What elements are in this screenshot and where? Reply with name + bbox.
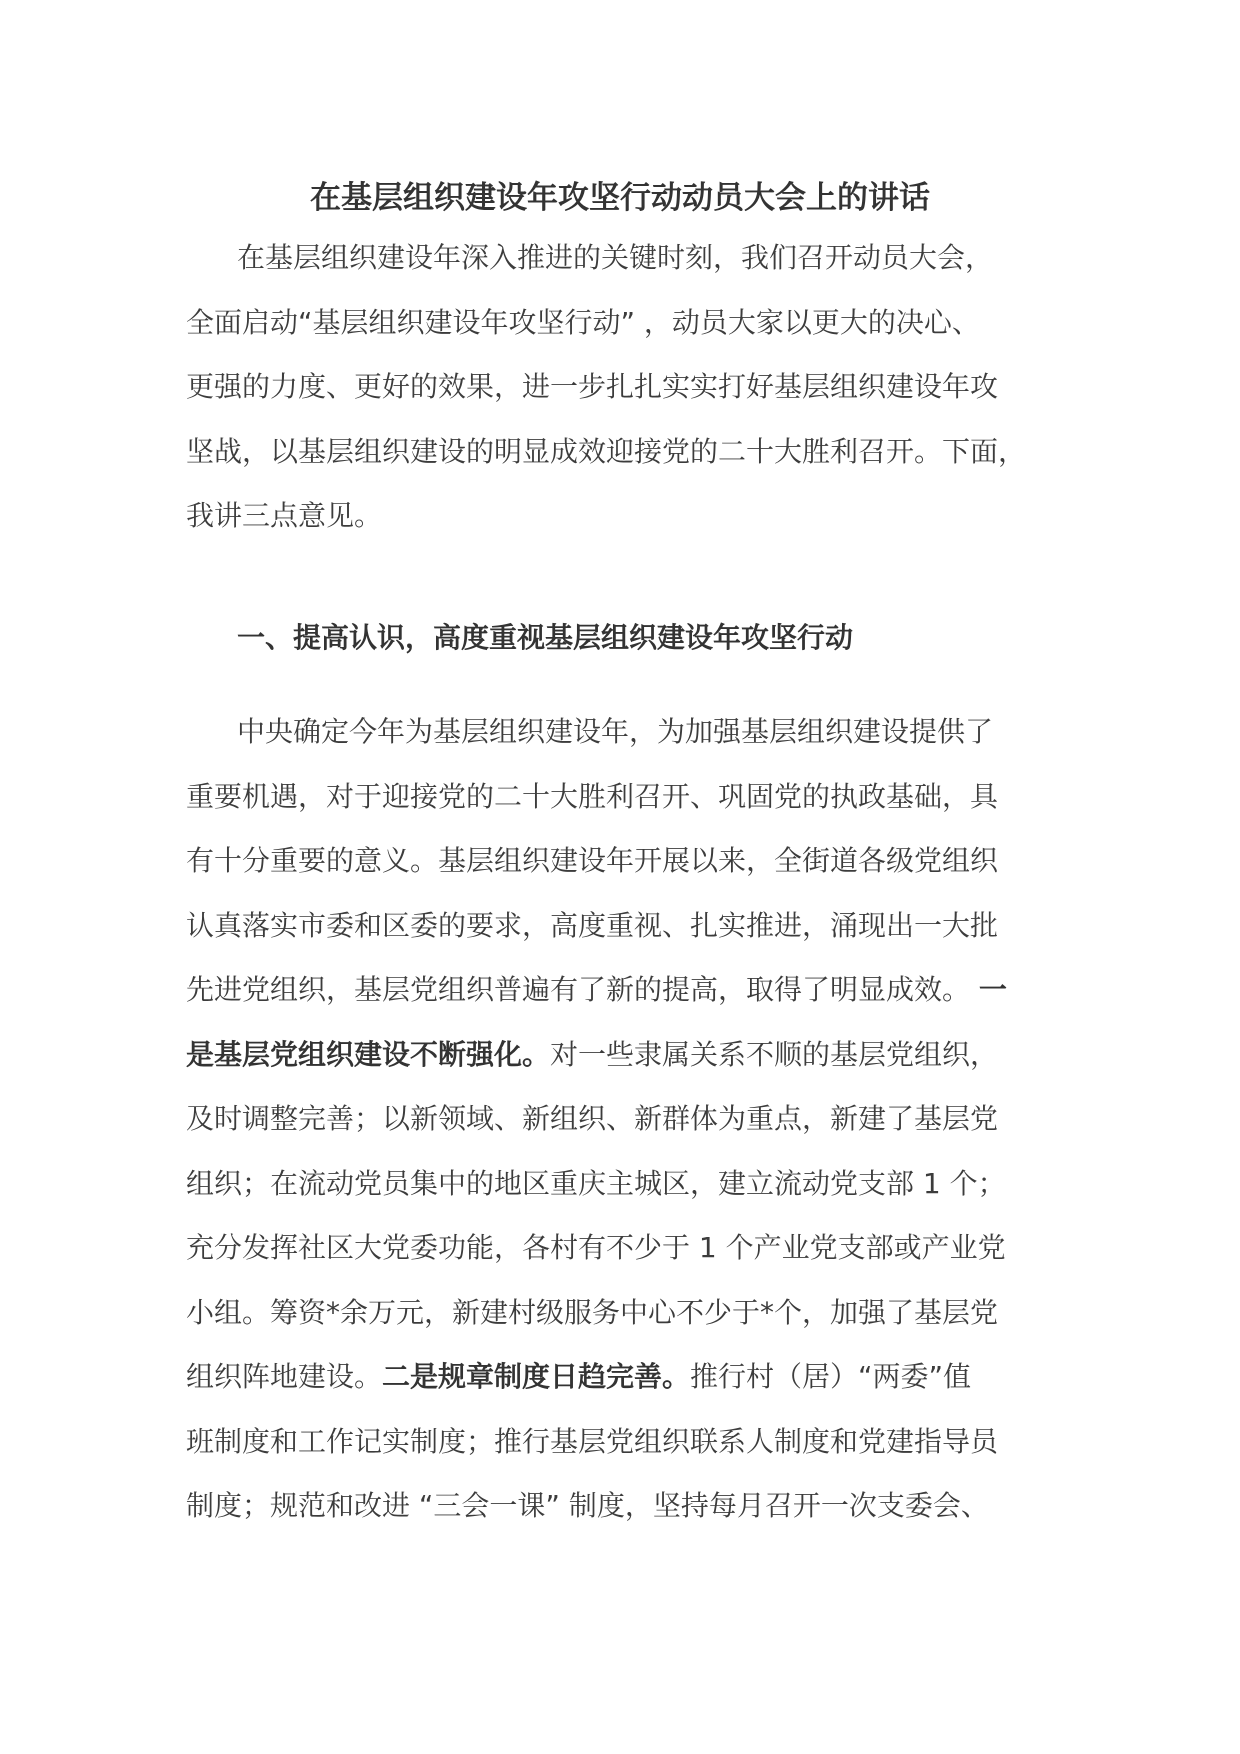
body-text: 推行村（居）“两委”值 <box>690 1360 972 1393</box>
body-line: 及时调整完善；以新领域、新组织、新群体为重点，新建了基层党 <box>186 1102 999 1135</box>
body-text: 先进党组织，基层党组织普遍有了新的提高，取得了明显成效。 <box>186 973 971 1006</box>
body-line: 重要机遇，对于迎接党的二十大胜利召开、巩固党的执政基础，具 <box>186 779 999 813</box>
intro-line: 全面启动“基层组织建设年攻坚行动” ，动员大家以更大的决心、 <box>186 305 980 339</box>
intro-line: 我讲三点意见。 <box>186 499 383 532</box>
body-text: 组织阵地建设。 <box>186 1360 383 1393</box>
body-line <box>186 1023 1066 1088</box>
document-title: 在基层组织建设年攻坚行动动员大会上的讲话 <box>310 180 930 216</box>
body-line: 组织；在流动党员集中的地区重庆主城区，建立流动党支部 1 个； <box>186 1166 1006 1200</box>
body-line: 认真落实市委和区委的要求，高度重视、扎实推进，涌现出一大批 <box>186 908 999 942</box>
bold-lead: 一 <box>978 973 1007 1006</box>
body-line: 充分发挥社区大党委功能，各村有不少于 1 个产业党支部或产业党 <box>186 1231 1006 1264</box>
body-line <box>186 958 1066 1023</box>
body-line: 班制度和工作记实制度；推行基层党组织联系人制度和党建指导员 <box>186 1424 999 1458</box>
body-text: 对一些隶属关系不顺的基层党组织， <box>550 1037 999 1071</box>
body-paragraph <box>186 700 1066 1539</box>
body-line: 制度；规范和改进 “三会一课” 制度，坚持每月召开一次支委会、 <box>186 1489 989 1522</box>
body-line <box>186 1345 1066 1410</box>
section-heading-1: 一、提高认识，高度重视基层组织建设年攻坚行动 <box>237 621 854 654</box>
body-line: 小组。筹资*余万元，新建村级服务中心不少于*个，加强了基层党 <box>186 1295 999 1329</box>
intro-line: 坚战，以基层组织建设的明显成效迎接党的二十大胜利召开。下面， <box>186 434 1027 468</box>
body-line: 有十分重要的意义。基层组织建设年开展以来，全街道各级党组织 <box>186 844 999 877</box>
bold-lead: 二是规章制度日趋完善。 <box>382 1360 691 1393</box>
intro-line: 在基层组织建设年深入推进的关键时刻，我们召开动员大会， <box>237 241 994 274</box>
intro-line: 更强的力度、更好的效果，进一步扎扎实实打好基层组织建设年攻 <box>186 370 999 403</box>
body-line: 中央确定今年为基层组织建设年，为加强基层组织建设提供了 <box>237 715 994 748</box>
bold-lead: 是基层党组织建设不断强化。 <box>186 1037 551 1071</box>
intro-paragraph <box>186 226 1066 549</box>
